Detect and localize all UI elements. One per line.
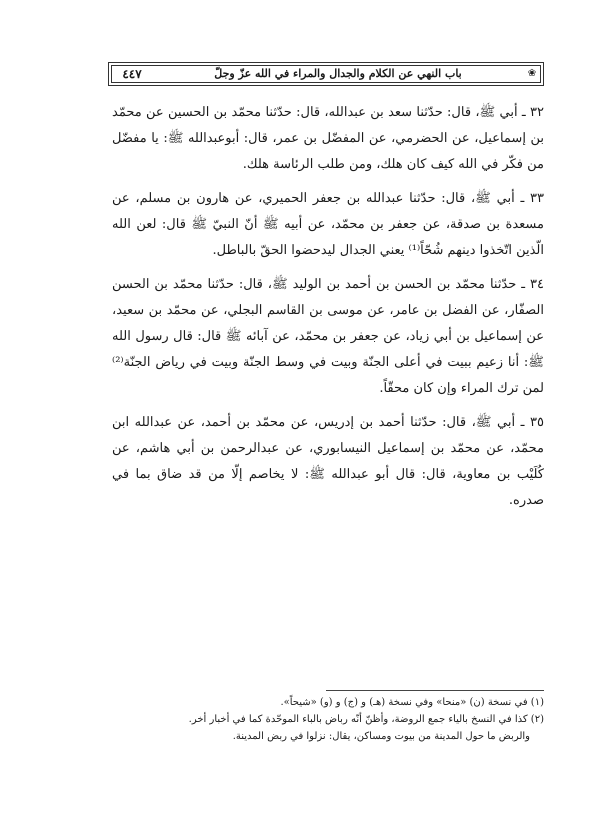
hadith-32: ٣٢ ـ أبي ﷺ، قال: حدّثنا سعد بن عبدالله، قال: حدّثنا محمّد بن الحسين عن محمّد بن إسماعيل، عن الحضرمي، عن المفضّل بن عمر، قال: أبوعبدالله ﷺ: يا مفضّل من فكّر في الله كيف كان هلك، ومن طلب الرئاسة هلك.: [112, 105, 544, 172]
main-text: [112, 100, 544, 514]
hadith-35: ٣٥ ـ أبي ﷺ، قال: حدّثنا أحمد بن إدريس، عن محمّد بن أحمد، عن عبدالله ابن محمّد، عن محمّد بن إسماعيل النيسابوري، عن عبدالرحمن بن أبي هاشم، عن كُلَيْب بن معاوية، قال: قال أبو عبدالله ﷺ: لا يخاصم إلّا من قد ضاق بما في صدره.: [112, 415, 544, 508]
footnote-1: (١) في نسخة (ن) «منحا» وفي نسخة (هـ) و (ج) و (و) «شيحاً».: [280, 697, 544, 708]
hadith-33: ٣٣ ـ أبي ﷺ، قال: حدّثنا عبدالله بن جعفر الحميري، عن هارون بن مسلم، عن مسعدة بن صدقة، عن جعفر بن محمّد، عن أبيه ﷺ أنّ النبيّ ﷺ قال: لعن الله الّذين اتّخذوا دينهم شُحّاً⁽¹⁾ يعني الجدال ليدحضوا الحقّ بالباطل.: [112, 191, 544, 258]
running-head: باب النهي عن الكلام والجدال والمراء في الله عزّ وجلّ: [214, 67, 462, 80]
ornament-icon: ❀: [527, 68, 537, 79]
footnotes: [112, 694, 544, 745]
footnote-2-continued: والربض ما حول المدينة من بيوت ومساكن، يقال: نزلوا في ربض المدينة.: [232, 731, 530, 742]
hadith-34: ٣٤ ـ حدّثنا محمّد بن الحسن بن أحمد بن الوليد ﷺ، قال: حدّثنا محمّد بن الحسن الصفّار، عن الفضل بن عامر، عن موسى بن القاسم البجلي، عن محمّد بن سعيد، عن إسماعيل بن أبي زياد، عن جعفر بن محمّد، عن آبائه ﷺ قال: قال رسول الله ﷺ: أنا زعيم ببيت في أعلى الجنّة وبيت في وسط الجنّة وبيت في رياض الجنّة⁽²⁾ لمن ترك المراء وإن كان محقّاً.: [112, 277, 544, 396]
page-number: ٤٤٧: [122, 67, 142, 81]
footnote-divider: [326, 690, 544, 691]
footnote-2: (٢) كذا في النسخ بالياء جمع الروضة، وأظنّ أنّه رباض بالباء الموحّدة كما في أخبار أخر.: [188, 714, 544, 725]
